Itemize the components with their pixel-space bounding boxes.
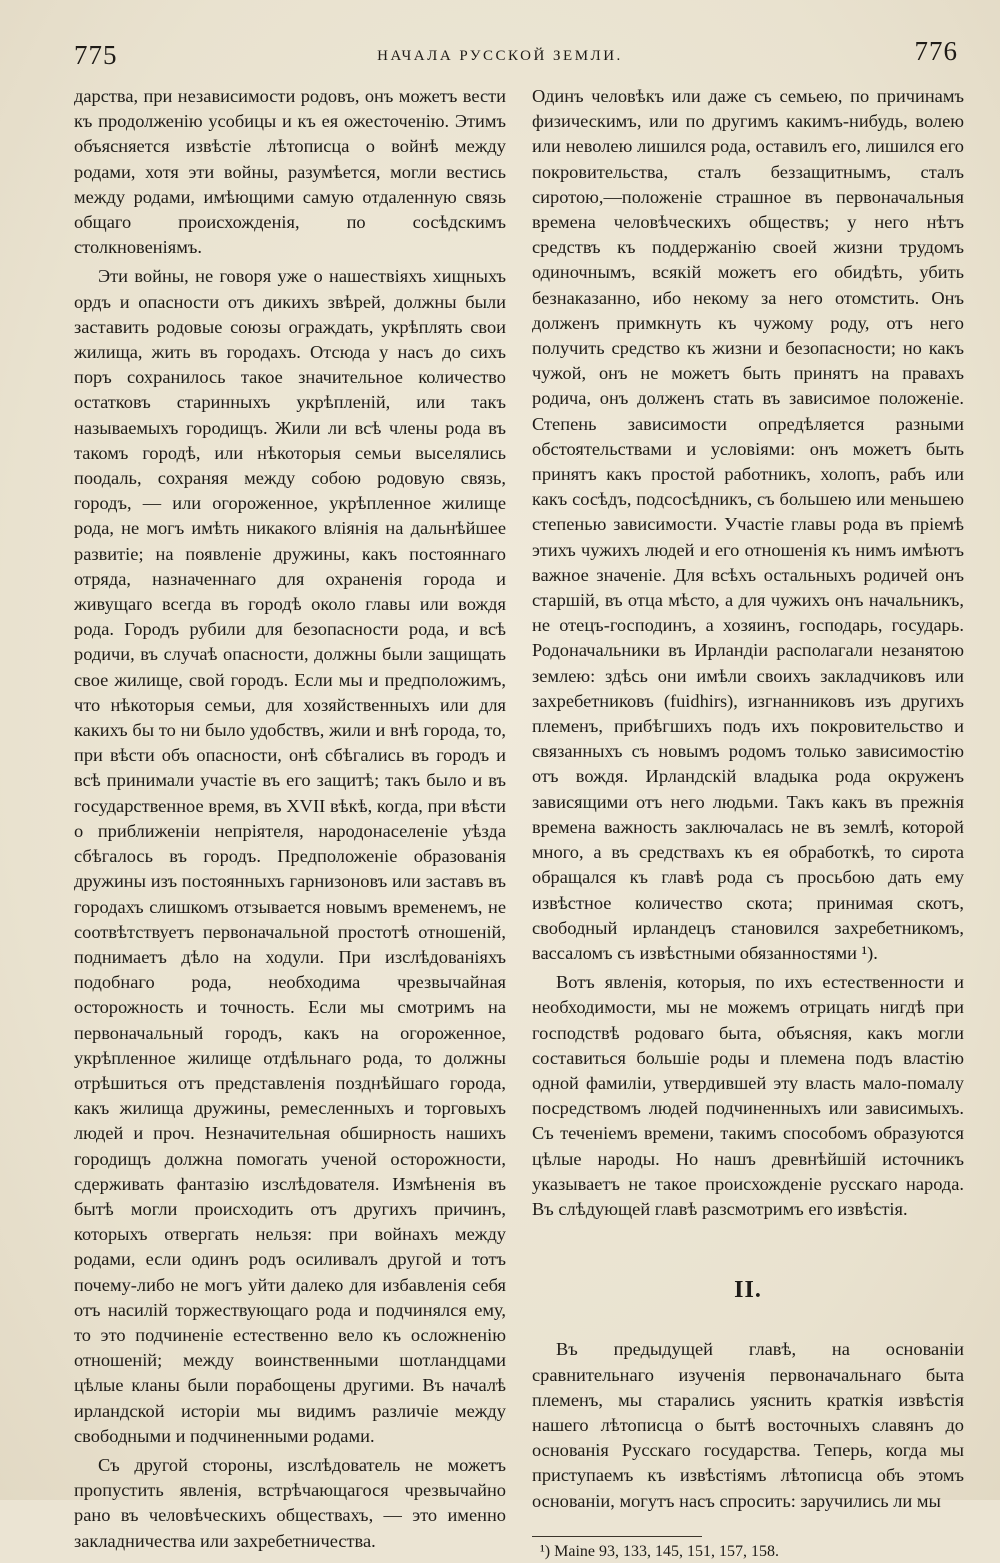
paragraph: Эти войны, не говоря уже о нашествіяхъ хищныхъ ордъ и опасности отъ дикихъ звѣрей, должны были заставить родовые союзы ограждать, укрѣплять свои жилища, жить въ городахъ. Отсюда у насъ до сихъ поръ сохранилось такое значительное количество остатковъ старинныхъ укрѣпленій, или такъ называемыхъ городищъ. Жили ли всѣ члены рода въ такомъ городѣ, или нѣкоторыя семьи выселялись поодаль, сохраняя между собою родовую связь, городъ, — или огороженное, укрѣпленное жилище рода, не могъ имѣть никакого вліянія на дальнѣйшее развитіе; на появленіе дружины, какъ постояннаго отряда, назначеннаго для охраненія города и живущаго всегда въ городѣ около главы или вождя рода. Городъ рубили для безопасности рода, и всѣ родичи, въ случаѣ опасности, должны были защищать свое жилище, свой городъ. Если мы и предположимъ, что нѣкоторыя семьи, для хозяйственныхъ или для какихъ бы то ни было удобствъ, жили и внѣ города, то, при вѣсти объ опасности, онѣ сбѣгались въ городъ и всѣ принимали участіе въ его защитѣ; такъ было и въ государственное время, въ XVII вѣкѣ, когда, при вѣсти о приближеніи непріятеля, народонаселеніе уѣзда сбѣгалось въ городъ. Предположеніе образованія дружины изъ постоянныхъ гарнизоновъ или заставъ въ городахъ слишкомъ отзывается новымъ временемъ, не соотвѣтствуетъ первоначальной простотѣ отношеній, поднимаетъ дѣло на ходули. При изслѣдованіяхъ подобнаго рода, необходима чрезвычайная осторожность и точность. Если мы смотримъ на первоначальный городъ, какъ на огороженное, укрѣпленное жилище отдѣльнаго рода, то должны отрѣшиться отъ представленія позднѣйшаго города, какъ жилища дружины, ремесленныхъ и торговыхъ людей и проч. Незначительная обширность нашихъ городищъ должна помогать ученой осторожности, сдерживать фантазію изслѣдователя. Измѣненія въ бытѣ могли происходить отъ другихъ причинъ, которыхъ отвергать нельзя: при войнахъ между родами, если одинъ родъ осиливалъ другой и тотъ почему-либо не могъ уйти далеко для избавленія себя отъ насилій торжествующаго рода и подчинялся ему, то это подчиненіе естественно вело къ осложненію отношеній; между воинственными шотландцами цѣлые кланы были порабощены другими. Въ началѣ ирландской исторіи мы видимъ различіе между свободными и подчиненными родами. [74, 266, 506, 1446]
footnote-rule [532, 1536, 702, 1537]
page-header [0, 36, 1000, 76]
section-number: II. [734, 1277, 762, 1304]
paragraph: дарства, при независимости родовъ, онъ можетъ вести къ продолженію усобицы и къ ея ожесточенію. Этимъ объясняется извѣстіе лѣтописца о войнѣ между родами, хотя эти войны, разумѣется, могли вестись между родами, имѣющими самую отдаленную связь общаго происхожденія, по сосѣдскимъ столкновеніямъ. [74, 86, 506, 258]
paragraph: Въ предыдущей главѣ, на основаніи сравнительнаго изученія первоначальнаго быта племенъ, мы старались уяснить краткія извѣстія нашего лѣтописца о бытѣ восточныхъ славянъ до основанія Русскаго государства. Теперь, когда мы приступаемъ къ извѣстіямъ лѣтописца объ этомъ основаніи, могутъ насъ спросить: заручились ли мы [532, 1339, 964, 1511]
paragraph: Вотъ явленія, которыя, по ихъ естественности и необходимости, мы не можемъ отрицать нигдѣ при господствѣ родоваго быта, объясняя, какъ могли составиться большіе роды и племена подъ властію одной фамиліи, утвердившей эту власть мало-помалу посредствомъ людей подчиненныхъ или зависимыхъ. Съ теченіемъ времени, такимъ способомъ образуются цѣлые народы. Но нашъ древнѣйшій источникъ указываетъ не такое происхожденіе русскаго народа. Въ слѣдующей главѣ разсмотримъ его извѣстія. [532, 972, 964, 1219]
paragraph: Съ другой стороны, изслѣдователь не можетъ пропустить явленія, встрѣчающагося чрезвычайно рано въ человѣческихъ обществахъ, — это именно закладничества или захребетничества. [74, 1454, 506, 1551]
left-column [74, 84, 506, 1554]
footnote: ¹) Maine 93, 133, 145, 151, 157, 158. [540, 1542, 779, 1560]
right-column [532, 84, 964, 1563]
paragraph: Одинъ человѣкъ или даже съ семьею, по причинамъ физическимъ, или по другимъ какимъ-нибудь, волею или неволею лишился рода, оставилъ его, лишился его покровительства, сталъ беззащитнымъ, сталъ сиротою,—положеніе страшное въ первоначальныя времена человѣческихъ обществъ; у него нѣтъ средствъ къ поддержанію своей жизни трудомъ одиночнымъ, всякій можетъ его обидѣть, убить безнаказанно, ибо некому за него отомстить. Онъ долженъ примкнуть къ чужому роду, отъ него получить средство къ жизни и безопасности; но какъ чужой, онъ не можетъ быть принятъ на правахъ родича, онъ долженъ стать въ зависимое положеніе. Степень зависимости опредѣляется разными обстоятельствами и условіями: онъ можетъ быть принятъ какъ простой работникъ, холопъ, рабъ или какъ сосѣдъ, подсосѣдникъ, съ большею или меньшею степенью зависимости. Участіе главы рода въ пріемѣ этихъ чужихъ людей и его отношенія къ нимъ имѣютъ важное значеніе. Для всѣхъ остальныхъ родичей онъ старшій, въ отца мѣсто, а для чужихъ онъ начальникъ, не отецъ-господинъ, а хозяинъ, господарь, государь. Родоначальники въ Ирландіи располагали незанятою землею: здѣсь они имѣли своихъ закладчиковъ или захребетниковъ (fuidhirs), изгнанниковъ изъ другихъ племенъ, прибѣгшихъ подъ ихъ покровительство и связанныхъ съ новымъ родомъ только зависимостію отъ вождя. Ирландскій владыка рода окруженъ зависящими отъ него людьми. Такъ какъ въ прежнія времена важность заключалась не въ землѣ, которой много, а въ средствахъ къ ея обработкѣ, то сирота обращался къ главѣ рода съ просьбою дать ему извѣстное количество скота; принимая скотъ, свободный ирландецъ становился захребетникомъ, вассаломъ съ извѣстными обязанностями ¹). [532, 86, 964, 963]
page-number-left: 775 [74, 40, 118, 70]
page-number-right: 776 [914, 36, 958, 66]
running-title: НАЧАЛА РУССКОЙ ЗЕМЛИ. [377, 48, 623, 64]
